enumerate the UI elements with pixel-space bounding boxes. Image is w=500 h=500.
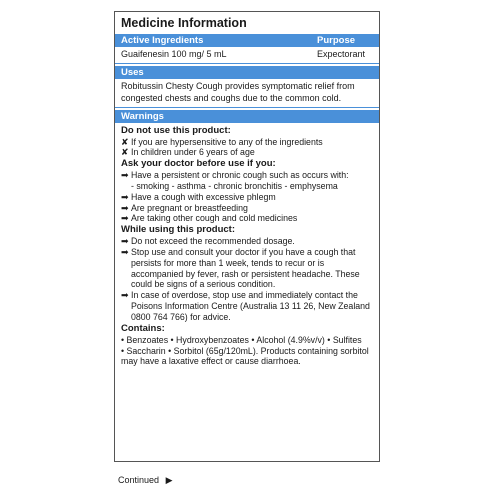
list-item-text: Are pregnant or breastfeeding [131, 202, 248, 213]
list-item-text: If you are hypersensitive to any of the ingredients [131, 136, 323, 147]
list-item-text: In children under 6 years of age [131, 147, 255, 158]
arrow-right-icon: ➡ [121, 290, 129, 301]
uses-label: Uses [121, 67, 144, 78]
warnings-header [115, 110, 379, 123]
list-item [121, 203, 373, 214]
while-using-heading: While using this product: [121, 224, 235, 236]
cross-icon: ✘ [121, 136, 129, 147]
ingredient-row [115, 47, 379, 61]
list-item [121, 213, 373, 224]
purpose-label: Purpose [317, 35, 356, 46]
list-item [121, 170, 373, 181]
list-item [121, 236, 373, 247]
list-item-text: In case of overdose, stop use and immediately contact the Poisons Information Centre (Australia 13 11 26, New Zealand 0800 764 766) for advice. [131, 290, 370, 323]
list-item-text: - smoking - asthma - chronic bronchitis - emphysema [131, 180, 338, 191]
divider [115, 107, 379, 108]
arrow-right-icon: ➡ [121, 246, 129, 257]
list-item-text: Are taking other cough and cold medicines [131, 213, 298, 224]
arrow-right-icon: ➡ [121, 202, 129, 213]
ingredient-purpose: Expectorant [317, 49, 366, 59]
arrow-right-icon: ➡ [121, 213, 129, 224]
continued-label: Continued [118, 475, 160, 485]
uses-header [115, 66, 379, 79]
list-item [121, 290, 373, 323]
list-item [121, 192, 373, 203]
arrow-right-icon: ➡ [121, 169, 129, 180]
list-item-text: Stop use and consult your doctor if you have a cough that persists for more than 1 week, tends to recur or is accompanied by fever, rash or persistent headache. These could be signs of a serious condition. [131, 246, 360, 290]
continued-indicator [118, 475, 172, 486]
contains-line: • Benzoates • Hydroxybenzoates • Alcohol (4.9%v/v) • Sulfites [121, 334, 362, 345]
panel-title: Medicine Information [121, 16, 247, 30]
contains-heading: Contains: [121, 323, 165, 335]
do-not-use-heading: Do not use this product: [121, 125, 231, 136]
list-item-text: Have a persistent or chronic cough such as occurs with: [131, 169, 349, 180]
warnings-body [115, 123, 379, 367]
list-item [121, 247, 373, 291]
list-item-text: Have a cough with excessive phlegm [131, 191, 276, 202]
contains-line: • Saccharin • Sorbitol (65g/120mL). Products containing sorbitol may have a laxative effect or cause diarrhoea. [121, 345, 369, 367]
medicine-information-panel [114, 11, 380, 462]
list-item-text: Do not exceed the recommended dosage. [131, 235, 295, 246]
ingredient-name: Guaifenesin 100 mg/ 5 mL [121, 49, 227, 59]
active-ingredients-header [115, 34, 379, 47]
active-ingredients-label: Active Ingredients [121, 35, 204, 46]
arrow-right-icon: ➡ [121, 191, 129, 202]
ask-doctor-heading: Ask your doctor before use if you: [121, 158, 276, 170]
uses-text: Robitussin Chesty Cough provides symptomatic relief from congested chests and coughs due to the common cold. [121, 81, 355, 103]
warnings-label: Warnings [121, 111, 164, 122]
cross-icon: ✘ [121, 147, 129, 158]
divider [115, 63, 379, 64]
play-arrow-icon: ▶ [165, 475, 173, 485]
list-item [121, 137, 373, 148]
arrow-right-icon: ➡ [121, 235, 129, 246]
list-item [121, 147, 373, 158]
list-item-subtext [121, 181, 373, 192]
